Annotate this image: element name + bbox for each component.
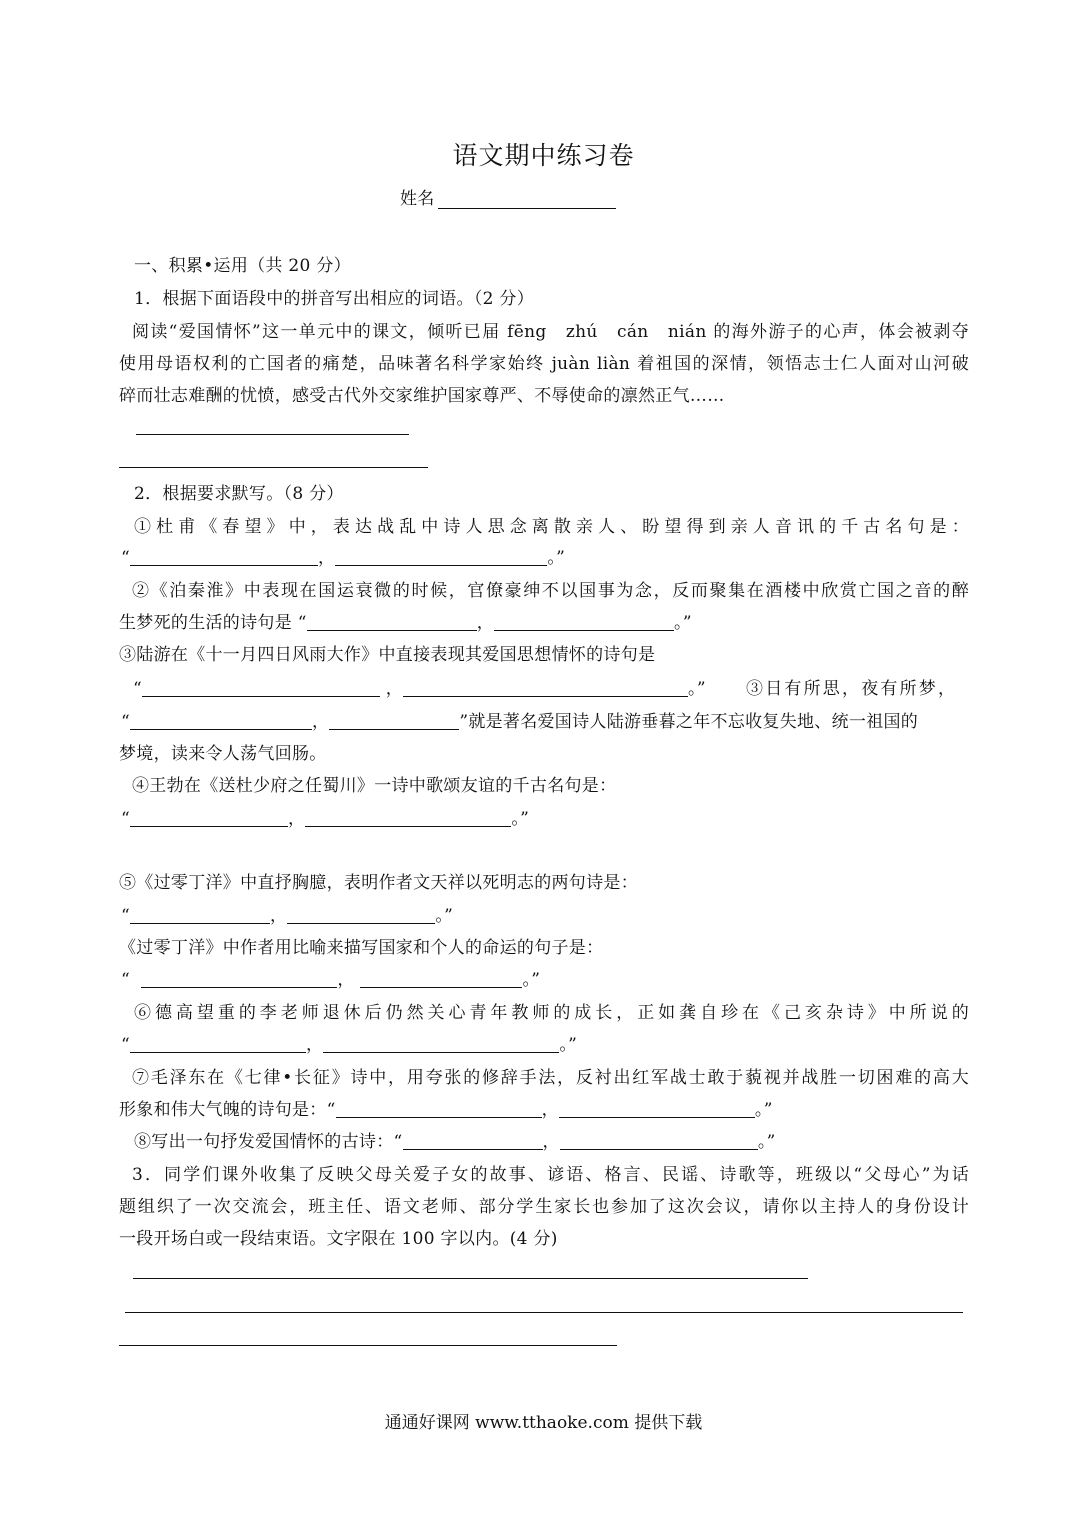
q2-item-1-blank-1[interactable] — [130, 549, 318, 566]
q2-item-5-answer: “ ， 。” — [121, 906, 454, 926]
q1-answer-blank-1[interactable] — [136, 434, 409, 435]
q2-item-5-blank-1[interactable] — [130, 907, 270, 924]
q2-heading: 2．根据要求默写。（8 分） — [134, 484, 344, 504]
q2-item-5b-blank-1[interactable] — [141, 971, 337, 988]
q2-item-5b-prompt: 《过零丁洋》中作者用比喻来描写国家和个人的命运的句子是： — [119, 938, 604, 958]
q2-item-3b-answer: “ ， ”就是著名爱国诗人陆游垂暮之年不忘收复失地、统一祖国的 — [121, 712, 919, 732]
name-blank[interactable] — [438, 208, 616, 209]
q2-item-3-answer: “ ， 。” — [133, 679, 706, 699]
q2-item-6-prompt: ⑥德高望重的李老师退休后仍然关心青年教师的成长，正如龚自珍在《己亥杂诗》中所说的 — [134, 1003, 969, 1023]
q2-item-3b-blank-2[interactable] — [329, 713, 459, 730]
q1-line-1: 阅读“爱国情怀”这一单元中的课文，倾听已届 fēng zhú cán nián 的海外游子的心声，体会被剥夺 — [132, 322, 969, 342]
q1-line-3: 碎而壮志难酬的忧愤，感受古代外交家维护国家尊严、不辱使命的凛然正气…… — [119, 386, 725, 406]
q2-item-7-answer: 形象和伟大气魄的诗句是：“ ， 。” — [119, 1100, 773, 1120]
q2-item-5-blank-2[interactable] — [287, 907, 435, 924]
q2-item-7-prompt: ⑦毛泽东在《七律•长征》诗中，用夸张的修辞手法，反衬出红军战士敢于藐视并战胜一切困难的高大 — [132, 1068, 969, 1088]
q3-answer-blank-3[interactable] — [119, 1345, 617, 1346]
q2-item-3-blank-2[interactable] — [403, 680, 688, 697]
q2-item-5b-answer: “ ， 。” — [121, 970, 541, 990]
q2-item-6-blank-1[interactable] — [130, 1036, 306, 1053]
q2-item-4-answer: “ ， 。” — [121, 809, 530, 829]
q2-item-8-answer: ⑧写出一句抒发爱国情怀的古诗：“ ， 。” — [134, 1132, 776, 1152]
q3-answer-blank-1[interactable] — [133, 1278, 808, 1279]
q2-item-2-prompt: ②《泊秦淮》中表现在国运衰微的时候，官僚豪绅不以国事为念，反而聚集在酒楼中欣赏亡国之音的醉 — [132, 581, 969, 601]
page-title: 语文期中练习卷 — [452, 141, 635, 170]
q2-item-6-answer: “ ， 。” — [121, 1035, 578, 1055]
q2-item-4-blank-1[interactable] — [130, 810, 288, 827]
q2-item-8-blank-2[interactable] — [560, 1133, 758, 1150]
section-1-heading: 一、积累•运用（共 20 分） — [134, 256, 351, 276]
q2-item-1-prompt: ①杜甫《春望》中，表达战乱中诗人思念离散亲人、盼望得到亲人音讯的千古名句是： — [134, 517, 969, 537]
q1-heading: 1．根据下面语段中的拼音写出相应的词语。（2 分） — [134, 289, 535, 309]
q2-item-3-blank-1[interactable] — [142, 680, 380, 697]
q2-item-1-answer: “ ， 。” — [121, 548, 566, 568]
footer: 通通好课网 www.tthaoke.com 提供下载 — [384, 1413, 703, 1433]
q3-line-1: 3．同学们课外收集了反映父母关爱子女的故事、谚语、格言、民谣、诗歌等，班级以“父母心”为话 — [132, 1165, 969, 1185]
q2-item-3-tail: 梦境，读来令人荡气回肠。 — [119, 744, 327, 764]
q2-item-8-blank-1[interactable] — [403, 1133, 543, 1150]
q2-item-1-blank-2[interactable] — [335, 549, 547, 566]
q2-item-2-answer: 生梦死的生活的诗句是 “ ， 。” — [119, 613, 692, 633]
q1-answer-blank-2[interactable] — [119, 467, 428, 468]
q2-item-4-blank-2[interactable] — [305, 810, 511, 827]
q2-item-7-blank-2[interactable] — [559, 1101, 755, 1118]
q2-item-5-prompt: ⑤《过零丁洋》中直抒胸臆，表明作者文天祥以死明志的两句诗是： — [119, 873, 638, 893]
q3-line-3: 一段开场白或一段结束语。文字限在 100 字以内。(4 分) — [119, 1229, 558, 1249]
q2-item-6-blank-2[interactable] — [323, 1036, 559, 1053]
name-label: 姓名 — [400, 189, 435, 209]
q1-line-2: 使用母语权利的亡国者的痛楚，品味著名科学家始终 juàn liàn 着祖国的深情，领悟志士仁人面对山河破 — [119, 354, 969, 374]
q2-item-4-prompt: ④王勃在《送杜少府之任蜀川》一诗中歌颂友谊的千古名句是： — [132, 776, 617, 796]
q3-line-2: 题组织了一次交流会，班主任、语文老师、部分学生家长也参加了这次会议，请你以主持人的身份设计 — [119, 1197, 969, 1217]
q2-item-5b-blank-2[interactable] — [360, 971, 522, 988]
q2-item-3b-blank-1[interactable] — [130, 713, 312, 730]
q2-item-2-blank-1[interactable] — [307, 614, 477, 631]
q3-answer-blank-2[interactable] — [125, 1312, 963, 1313]
q2-item-3-prompt: ③陆游在《十一月四日风雨大作》中直接表现其爱国思想情怀的诗句是 — [119, 645, 656, 665]
q2-item-3b-prompt: ③日有所思，夜有所梦， — [746, 679, 958, 699]
q2-item-7-blank-1[interactable] — [336, 1101, 542, 1118]
q2-item-2-blank-2[interactable] — [494, 614, 674, 631]
